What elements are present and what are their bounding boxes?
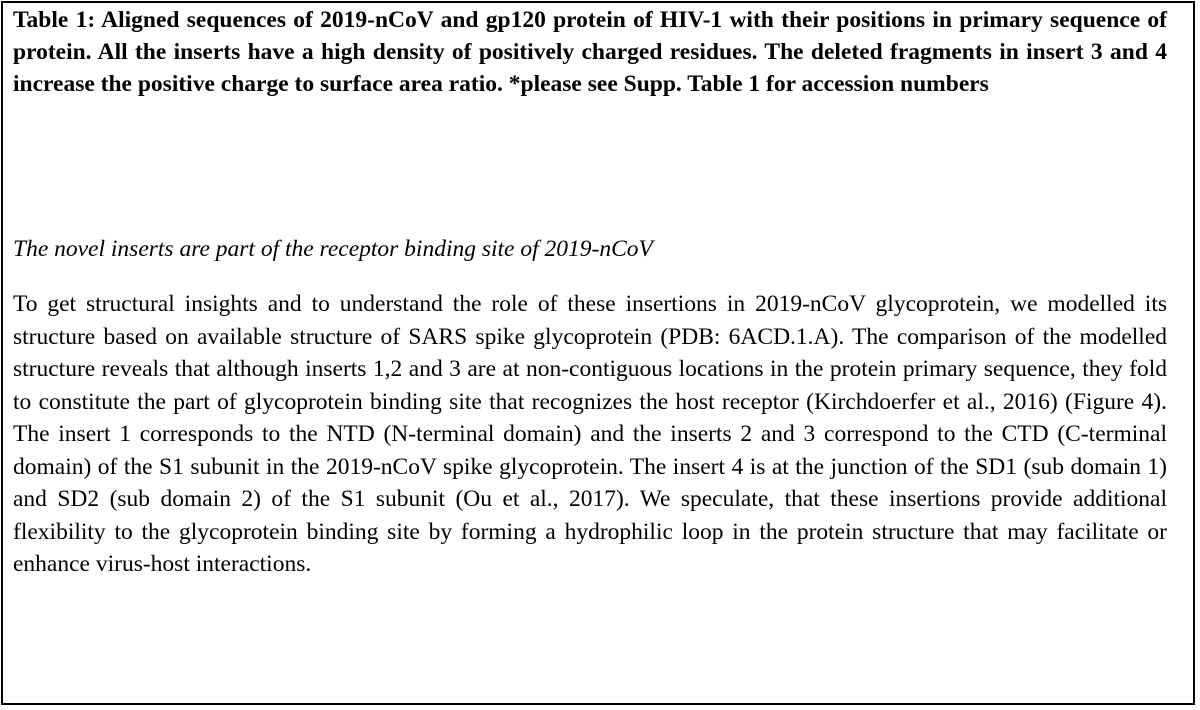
table-caption: Table 1: Aligned sequences of 2019-nCoV and gp120 protein of HIV-1 with their positions in primary sequence of protein. All the inserts have a high density of positively charged residues. The deleted fragments in insert 3 and 4 increase the positive charge to surface area ratio. *please see Supp. Table 1 for accession numbers xyxy=(13,7,1167,97)
section-heading: The novel inserts are part of the receptor binding site of 2019-nCoV xyxy=(13,236,653,262)
body-paragraph: To get structural insights and to understand the role of these insertions in 2019-nCoV glycoprotein, we modelled its structure based on available structure of SARS spike glycoprotein (PDB: 6ACD.1.A). The comparison of the modelled structure reveals that although inserts 1,2 and 3 are at non-contiguous locations in the protein primary sequence, they fold to constitute the part of glycoprotein binding site that recognizes the host receptor (Kirchdoerfer et al., 2016) (Figure 4). The insert 1 corresponds to the NTD (N-terminal domain) and the inserts 2 and 3 correspond to the CTD (C-terminal domain) of the S1 subunit in the 2019-nCoV spike glycoprotein. The insert 4 is at the junction of the SD1 (sub domain 1) and SD2 (sub domain 2) of the S1 subunit (Ou et al., 2017). We speculate, that these insertions provide additional flexibility to the glycoprotein binding site by forming a hydrophilic loop in the protein structure that may facilitate or enhance virus-host interactions. xyxy=(13,291,1167,577)
